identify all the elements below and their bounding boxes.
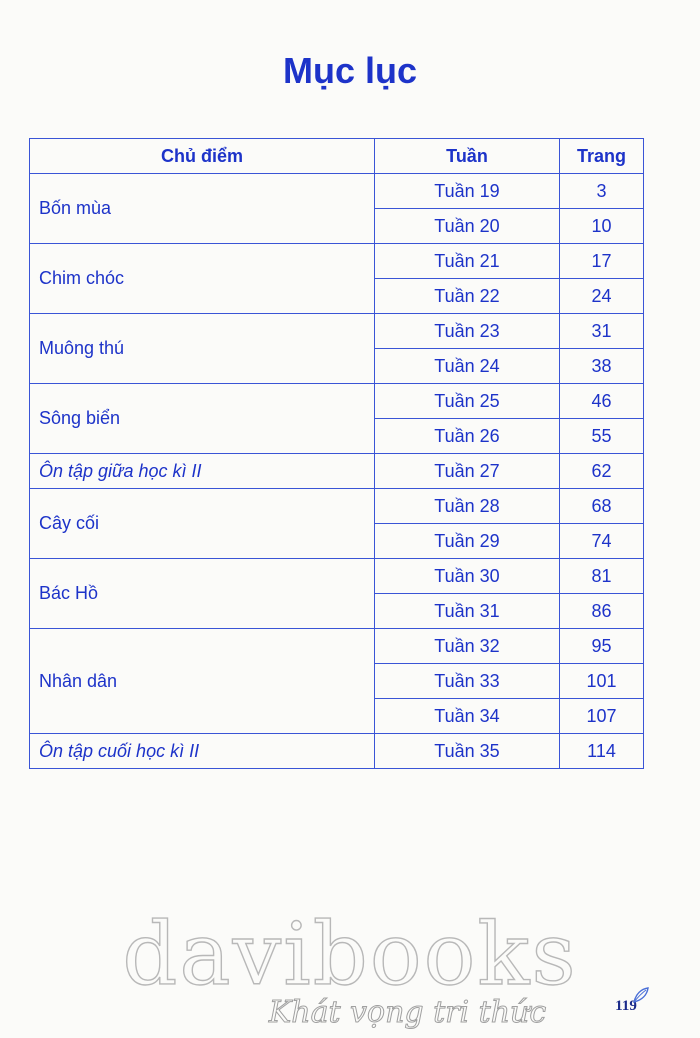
header-week: Tuần	[375, 139, 560, 174]
page-cell: 38	[560, 349, 644, 384]
page-cell: 3	[560, 174, 644, 209]
topic-cell: Sông biển	[30, 384, 375, 454]
header-topic: Chủ điểm	[30, 139, 375, 174]
topic-cell: Muông thú	[30, 314, 375, 384]
topic-cell: Bốn mùa	[30, 174, 375, 244]
table-row	[30, 174, 644, 209]
page-cell: 86	[560, 594, 644, 629]
table-header-row	[30, 139, 644, 174]
week-cell: Tuần 23	[375, 314, 560, 349]
page-cell: 10	[560, 209, 644, 244]
week-cell: Tuần 35	[375, 734, 560, 769]
topic-cell: Ôn tập cuối học kì II	[30, 734, 375, 769]
table-row	[30, 734, 644, 769]
page-cell: 17	[560, 244, 644, 279]
page-cell: 107	[560, 699, 644, 734]
table-row	[30, 559, 644, 594]
page-cell: 62	[560, 454, 644, 489]
week-cell: Tuần 19	[375, 174, 560, 209]
week-cell: Tuần 33	[375, 664, 560, 699]
week-cell: Tuần 24	[375, 349, 560, 384]
page-cell: 114	[560, 734, 644, 769]
topic-cell: Bác Hồ	[30, 559, 375, 629]
week-cell: Tuần 30	[375, 559, 560, 594]
page-number: 119	[615, 998, 637, 1014]
topic-cell: Chim chóc	[30, 244, 375, 314]
week-cell: Tuần 25	[375, 384, 560, 419]
page-cell: 95	[560, 629, 644, 664]
page-cell: 74	[560, 524, 644, 559]
topic-cell: Cây cối	[30, 489, 375, 559]
table-row	[30, 454, 644, 489]
toc-body	[30, 174, 644, 769]
week-cell: Tuần 21	[375, 244, 560, 279]
topic-cell: Nhân dân	[30, 629, 375, 734]
page-cell: 46	[560, 384, 644, 419]
page-title: Mục lục	[282, 50, 417, 91]
page-cell: 55	[560, 419, 644, 454]
page-cell: 24	[560, 279, 644, 314]
table-row	[30, 489, 644, 524]
table-row	[30, 244, 644, 279]
leaf-icon	[632, 986, 650, 1004]
week-cell: Tuần 32	[375, 629, 560, 664]
watermark-brand: davibooks	[122, 905, 578, 1005]
week-cell: Tuần 27	[375, 454, 560, 489]
week-cell: Tuần 28	[375, 489, 560, 524]
week-cell: Tuần 20	[375, 209, 560, 244]
week-cell: Tuần 34	[375, 699, 560, 734]
table-row	[30, 629, 644, 664]
table-row	[30, 314, 644, 349]
header-page: Trang	[560, 139, 644, 174]
toc-table	[29, 138, 644, 769]
page-cell: 68	[560, 489, 644, 524]
watermark-slogan: Khát vọng tri thức	[268, 995, 547, 1030]
week-cell: Tuần 22	[375, 279, 560, 314]
week-cell: Tuần 29	[375, 524, 560, 559]
page-cell: 81	[560, 559, 644, 594]
page-cell: 31	[560, 314, 644, 349]
table-row	[30, 384, 644, 419]
topic-cell: Ôn tập giữa học kì II	[30, 454, 375, 489]
page-cell: 101	[560, 664, 644, 699]
week-cell: Tuần 26	[375, 419, 560, 454]
week-cell: Tuần 31	[375, 594, 560, 629]
